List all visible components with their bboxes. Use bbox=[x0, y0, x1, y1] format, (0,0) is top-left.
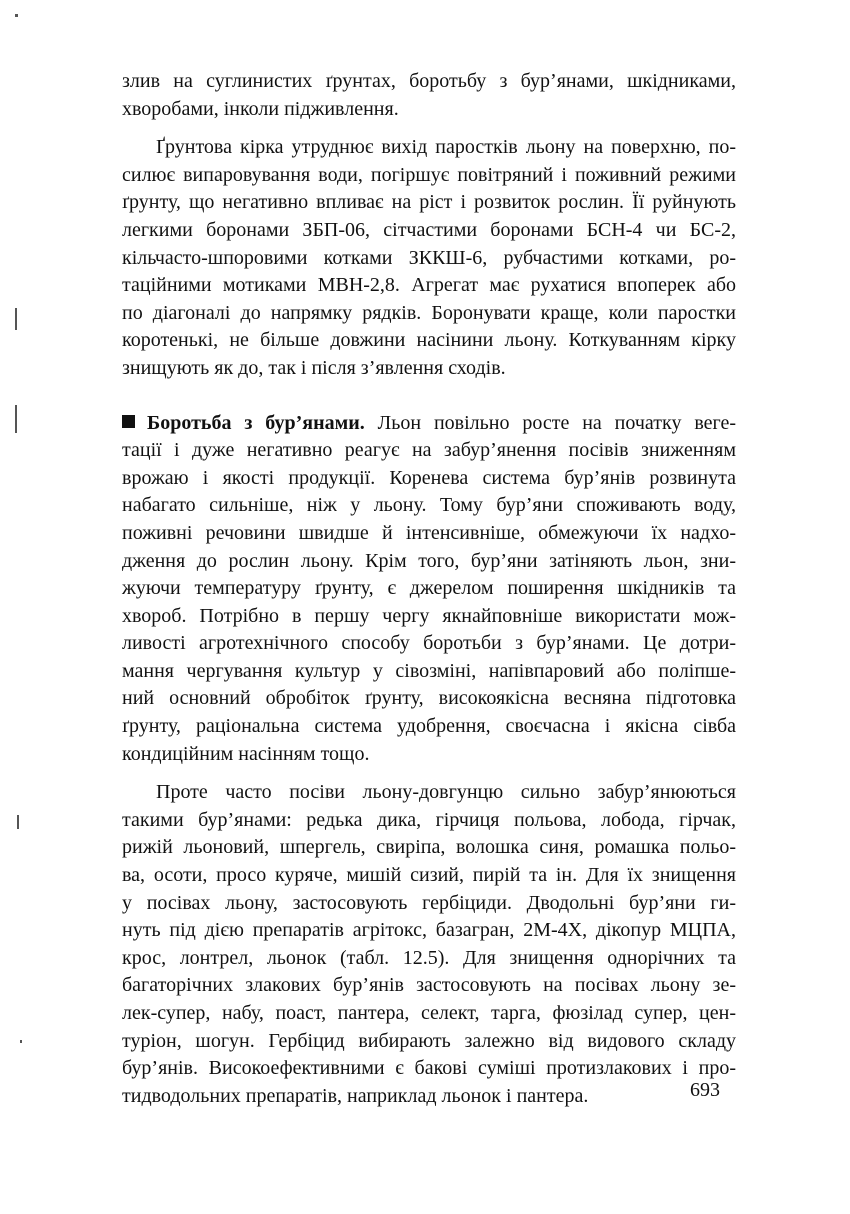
text-line: знищують як до, так і після з’явлення сходів. bbox=[122, 356, 506, 379]
text-line: легкими боронами ЗБП-06, сітчастими боронами БСН-4 чи БС-2, bbox=[122, 218, 736, 241]
page-body bbox=[122, 68, 736, 1110]
text-line: ґрунту, раціональна система удобрення, своєчасна і якісна сівба bbox=[122, 715, 736, 738]
text-line: ґрунту, що негативно впливає на ріст і розвиток рослин. Її руйнують bbox=[122, 191, 736, 214]
paragraph-herbicides bbox=[122, 779, 736, 1110]
text-line: мання чергування культур у сівозміні, напівпаровий або поліпше- bbox=[122, 659, 736, 682]
text-line: силює випаровування води, погіршує повітряний і поживний режими bbox=[122, 163, 736, 186]
paragraph-soil-crust bbox=[122, 134, 736, 382]
text-line: тації і дуже негативно реагує на забур’янення посівів зниженням bbox=[122, 439, 736, 462]
margin-mark bbox=[15, 405, 17, 433]
section-first-line-text: Льон повільно росте на початку веге- bbox=[364, 411, 736, 434]
text-line: лек-супер, набу, поаст, пантера, селект, тарга, фюзілад супер, цен- bbox=[122, 1002, 736, 1024]
text-line: таційними мотиками МВН-2,8. Агрегат має рухатися впоперек або bbox=[122, 274, 736, 297]
margin-mark bbox=[17, 815, 19, 829]
text-line: ва, осоти, просо куряче, мишій сизий, пирій та ін. Для їх знищення bbox=[122, 864, 736, 887]
text-line: по діагоналі до напрямку рядків. Боронувати краще, коли паростки bbox=[122, 301, 736, 324]
paragraph-continuation bbox=[122, 68, 736, 123]
text-line: бур’янів. Високоефективними є бакові суміші протизлакових і про- bbox=[122, 1057, 736, 1080]
text-line: тидводольних препаратів, наприклад льонок і пантера. bbox=[122, 1084, 589, 1107]
text-line: хворобами, інколи підживлення. bbox=[122, 97, 399, 120]
page-number: 693 bbox=[690, 1079, 720, 1101]
bullet-square-icon bbox=[122, 415, 135, 428]
section-first-line bbox=[122, 410, 736, 438]
text-line: рижій льоновий, шпергель, свиріпа, волошка синя, ромашка польо- bbox=[122, 836, 736, 859]
text-line: у посівах льону, застосовують гербіциди. Дводольні бур’яни ги- bbox=[122, 891, 736, 914]
text-line: туріон, шогун. Гербіцид вибирають залежно від видового складу bbox=[122, 1029, 736, 1052]
section-heading: Боротьба з бур’янами. bbox=[147, 411, 365, 434]
text-line: кондиційним насінням тощо. bbox=[122, 742, 370, 765]
section-gap bbox=[122, 383, 736, 410]
text-line: такими бур’янами: редька дика, гірчиця польова, лобода, гірчак, bbox=[122, 808, 736, 831]
text-line: хвороб. Потрібно в першу чергу якнайповніше використати мож- bbox=[122, 604, 736, 627]
text-line: Проте часто посіви льону-довгунцю сильно забур’янюються bbox=[156, 781, 736, 804]
margin-mark bbox=[15, 14, 18, 17]
text-line: кільчасто-шпоровими котками ЗККШ-6, рубчастими котками, ро- bbox=[122, 246, 736, 269]
text-line: врожаю і якості продукції. Коренева система бур’янів розвинута bbox=[122, 466, 736, 489]
text-line: дження до рослин льону. Крім того, бур’яни затіняють льон, зни- bbox=[122, 549, 736, 572]
text-line: злив на суглинистих ґрунтах, боротьбу з бур’янами, шкідниками, bbox=[122, 70, 736, 92]
text-line: ливості агротехнічного способу боротьби з бур’янами. Це дотри- bbox=[122, 632, 736, 655]
section-weed-control bbox=[122, 410, 736, 769]
text-line: багаторічних злакових бур’янів застосовують на посівах льону зе- bbox=[122, 974, 736, 997]
text-line: набагато сильніше, ніж у льону. Тому бур’яни споживають воду, bbox=[122, 494, 736, 517]
margin-mark bbox=[20, 1040, 22, 1043]
text-line: нуть під дією препаратів агрітокс, базагран, 2М-4Х, дікопур МЦПА, bbox=[122, 919, 736, 942]
margin-mark bbox=[15, 308, 17, 330]
text-line: крос, лонтрел, льонок (табл. 12.5). Для знищення однорічних та bbox=[122, 946, 736, 969]
text-line: поживні речовини швидше й інтенсивніше, обмежуючи їх надхо- bbox=[122, 521, 736, 544]
text-line: коротенькі, не більше довжини насінини льону. Коткуванням кірку bbox=[122, 329, 736, 352]
text-line: ний основний обробіток ґрунту, високоякісна весняна підготовка bbox=[122, 687, 736, 710]
text-line: жуючи температуру ґрунту, є джерелом поширення шкідників та bbox=[122, 577, 736, 600]
text-line: Ґрунтова кірка утруднює вихід паростків льону на поверхню, по- bbox=[156, 136, 736, 159]
